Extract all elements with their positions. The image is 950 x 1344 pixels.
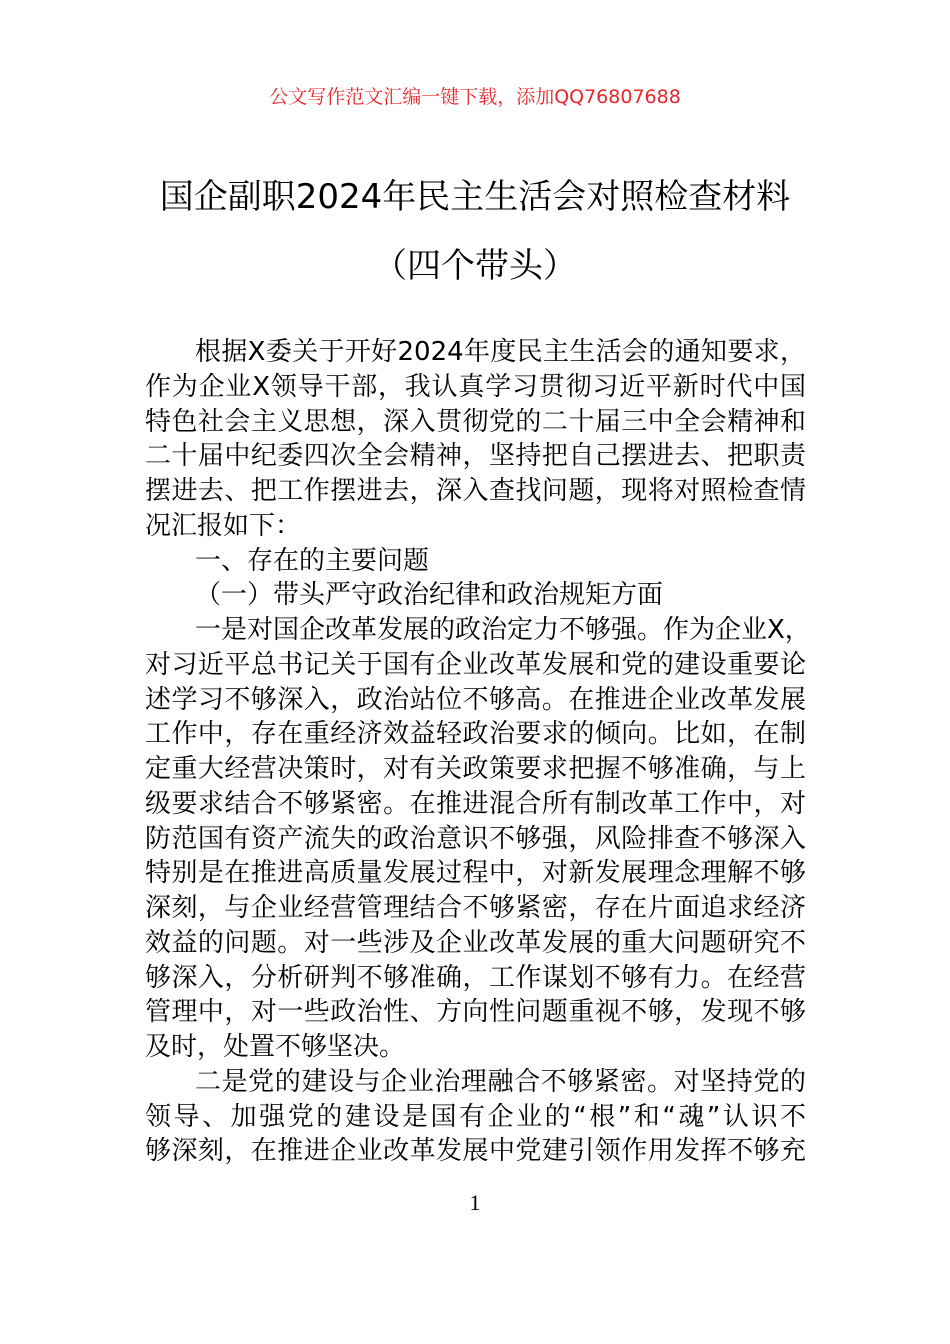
page-number: 1 bbox=[469, 1190, 481, 1215]
text-line: 二十届中纪委四次全会精神，坚持把自己摆进去、把职责 bbox=[145, 441, 806, 472]
text-line: 定重大经营决策时，对有关政策要求把握不够准确，与上 bbox=[145, 754, 806, 784]
text-line: 防范国有资产流失的政治意识不够强，风险排查不够深入 bbox=[145, 823, 806, 854]
text-line: 根据X委关于开好2024年度民主生活会的通知要求， bbox=[195, 337, 806, 367]
text-line: 管理中，对一些政治性、方向性问题重视不够，发现不够 bbox=[145, 997, 806, 1028]
text-line: 特色社会主义思想，深入贯彻党的二十届三中全会精神和 bbox=[145, 406, 806, 437]
document-body bbox=[145, 335, 811, 1169]
text-line: 深刻，与企业经营管理结合不够紧密，存在片面追求经济 bbox=[145, 893, 806, 923]
text-line: 一、存在的主要问题 bbox=[195, 545, 430, 576]
download-note-header: 公文写作范文汇编一键下载，添加QQ76807688 bbox=[269, 86, 681, 108]
text-line: 特别是在推进高质量发展过程中，对新发展理念理解不够 bbox=[145, 858, 806, 889]
text-line: 级要求结合不够紧密。在推进混合所有制改革工作中，对 bbox=[145, 788, 806, 819]
paragraph bbox=[145, 335, 806, 544]
text-line: 摆进去、把工作摆进去，深入查找问题，现将对照检查情 bbox=[145, 476, 806, 506]
text-line: 领导、加强党的建设是国有企业的“根”和“魂”认识不 bbox=[145, 1101, 806, 1132]
text-line: 工作中，存在重经济效益轻政治要求的倾向。比如，在制 bbox=[145, 719, 806, 750]
paragraph bbox=[145, 613, 811, 1065]
text-line: 对习近平总书记关于国有企业改革发展和党的建设重要论 bbox=[145, 649, 806, 680]
text-line: （一）带头严守政治纪律和政治规矩方面 bbox=[195, 580, 664, 611]
text-line: 作为企业X领导干部，我认真学习贯彻习近平新时代中国 bbox=[145, 371, 806, 402]
paragraph bbox=[145, 1065, 806, 1169]
text-line: 一是对国企改革发展的政治定力不够强。作为企业X， bbox=[195, 615, 811, 645]
paragraph bbox=[145, 544, 806, 579]
text-line: 够深刻，在推进企业改革发展中党建引领作用发挥不够充 bbox=[145, 1136, 806, 1167]
text-line: 够深入，分析研判不够准确，工作谋划不够有力。在经营 bbox=[145, 962, 806, 993]
text-line: 二是党的建设与企业治理融合不够紧密。对坚持党的 bbox=[195, 1066, 806, 1097]
paragraph bbox=[145, 578, 806, 613]
text-line: 及时，处置不够坚决。 bbox=[145, 1032, 406, 1062]
text-line: 效益的问题。对一些涉及企业改革发展的重大问题研究不 bbox=[145, 927, 806, 958]
text-line: 况汇报如下： bbox=[145, 510, 302, 541]
document-title: 国企副职2024年民主生活会对照检查材料 bbox=[159, 177, 791, 217]
text-line: 述学习不够深入，政治站位不够高。在推进企业改革发展 bbox=[145, 684, 806, 715]
document-subtitle: （四个带头） bbox=[373, 246, 577, 286]
